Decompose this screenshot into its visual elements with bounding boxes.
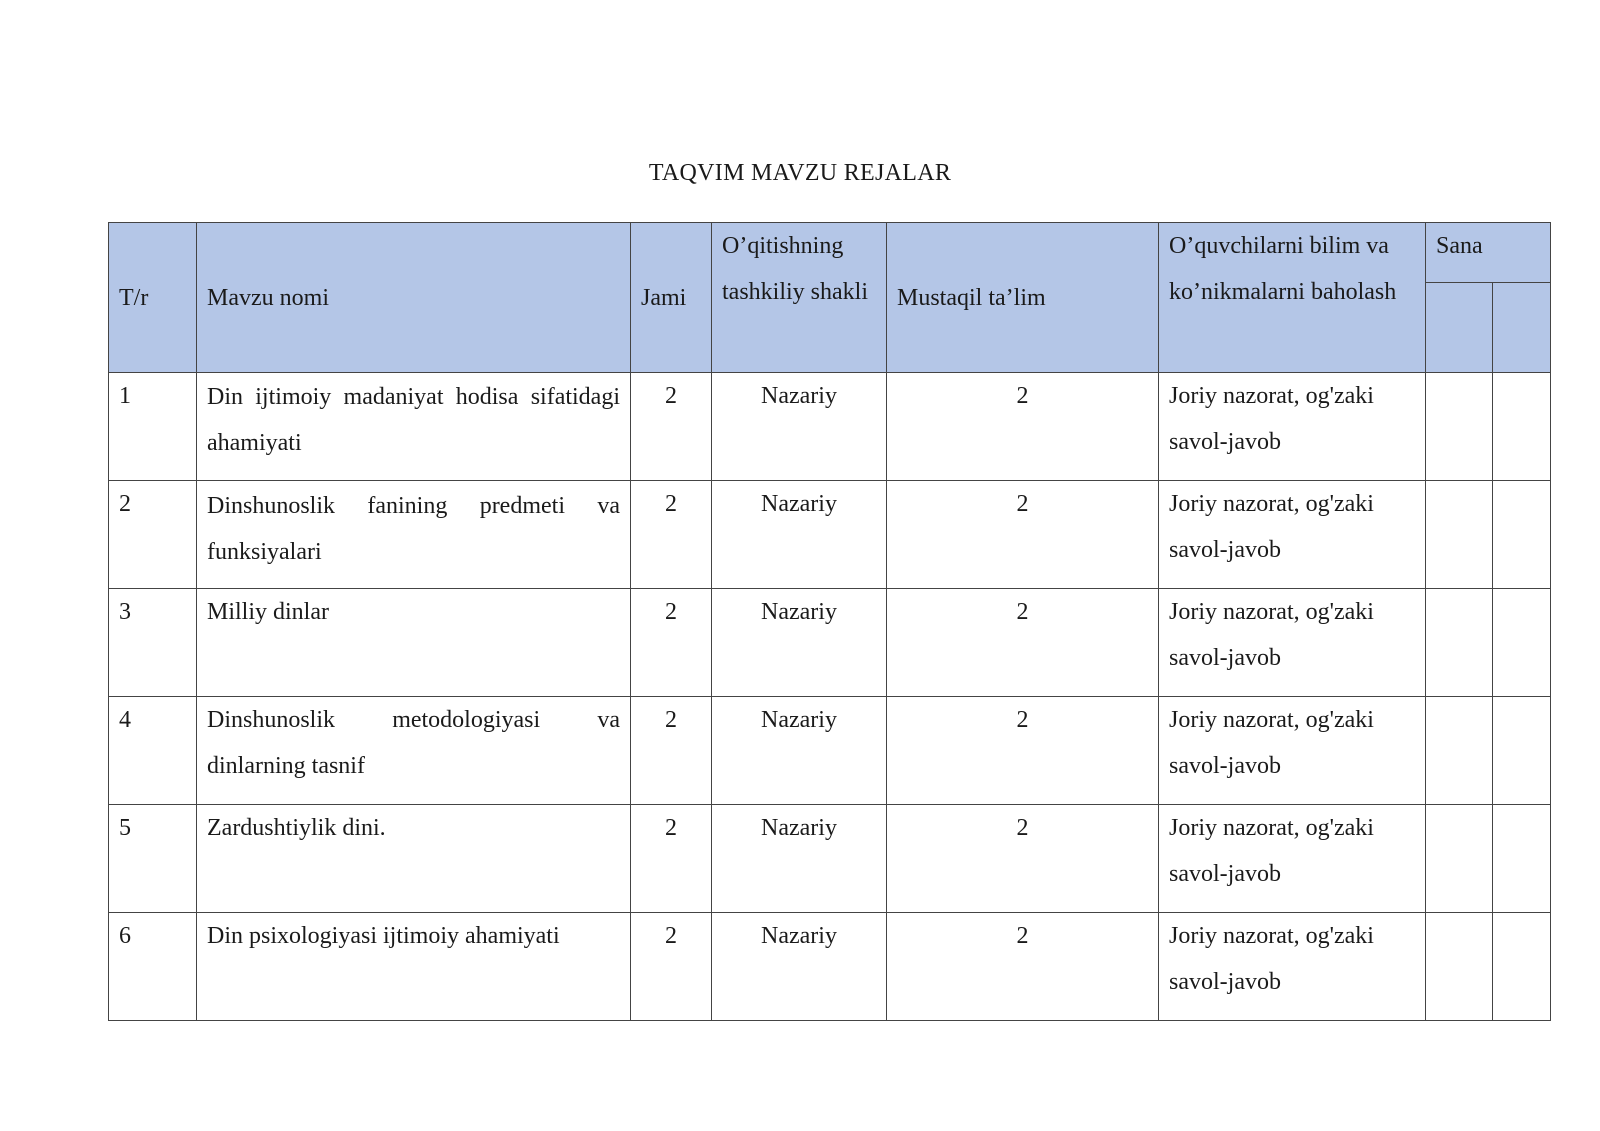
row-date-2 (1493, 481, 1551, 589)
row-topic: Din psixologiyasi ijtimoiy ahamiyati (197, 913, 631, 1021)
table-row (109, 373, 1551, 481)
header-form: O’qitishning tashkiliy shakli (712, 223, 887, 373)
row-topic: Zardushtiylik dini. (197, 805, 631, 913)
row-assessment: Joriy nazorat, og'zaki savol-javob (1159, 481, 1426, 589)
row-assessment: Joriy nazorat, og'zaki savol-javob (1159, 805, 1426, 913)
row-assessment: Joriy nazorat, og'zaki savol-javob (1159, 589, 1426, 697)
row-topic: Dinshunoslik metodologiyasi va dinlarning tasnif (197, 697, 631, 805)
row-date-2 (1493, 697, 1551, 805)
row-num: 3 (109, 589, 197, 697)
row-form: Nazariy (712, 481, 887, 589)
table-row (109, 697, 1551, 805)
row-independent: 2 (887, 589, 1159, 697)
row-assessment: Joriy nazorat, og'zaki savol-javob (1159, 697, 1426, 805)
row-total: 2 (631, 913, 712, 1021)
header-topic: Mavzu nomi (197, 223, 631, 373)
header-total: Jami (631, 223, 712, 373)
row-total: 2 (631, 805, 712, 913)
table-row (109, 913, 1551, 1021)
page-title: TAQVIM MAVZU REJALAR (648, 160, 952, 186)
row-form: Nazariy (712, 589, 887, 697)
header-date-sub-1 (1426, 283, 1493, 373)
row-date-2 (1493, 373, 1551, 481)
row-total: 2 (631, 589, 712, 697)
row-independent: 2 (887, 697, 1159, 805)
row-date-1 (1426, 589, 1493, 697)
header-num: T/r (109, 223, 197, 373)
row-date-2 (1493, 805, 1551, 913)
header-date-sub-2 (1493, 283, 1551, 373)
row-independent: 2 (887, 373, 1159, 481)
row-topic: Din ijtimoiy madaniyat hodisa sifatidagi ahamiyati (197, 373, 631, 481)
row-num: 2 (109, 481, 197, 589)
row-assessment: Joriy nazorat, og'zaki savol-javob (1159, 373, 1426, 481)
header-row (109, 223, 1551, 283)
row-total: 2 (631, 481, 712, 589)
row-date-1 (1426, 481, 1493, 589)
row-assessment: Joriy nazorat, og'zaki savol-javob (1159, 913, 1426, 1021)
row-num: 5 (109, 805, 197, 913)
row-form: Nazariy (712, 805, 887, 913)
row-date-2 (1493, 589, 1551, 697)
header-date: Sana (1426, 223, 1551, 283)
row-date-2 (1493, 913, 1551, 1021)
row-independent: 2 (887, 481, 1159, 589)
row-date-1 (1426, 697, 1493, 805)
table-row (109, 481, 1551, 589)
row-form: Nazariy (712, 697, 887, 805)
row-independent: 2 (887, 805, 1159, 913)
header-assessment: O’quvchilarni bilim va ko’nikmalarni baholash (1159, 223, 1426, 373)
row-total: 2 (631, 697, 712, 805)
table-row (109, 805, 1551, 913)
row-independent: 2 (887, 913, 1159, 1021)
row-date-1 (1426, 805, 1493, 913)
row-total: 2 (631, 373, 712, 481)
row-num: 1 (109, 373, 197, 481)
row-form: Nazariy (712, 373, 887, 481)
header-independent: Mustaqil ta’lim (887, 223, 1159, 373)
row-date-1 (1426, 913, 1493, 1021)
row-topic: Milliy dinlar (197, 589, 631, 697)
table-row (109, 589, 1551, 697)
row-topic: Dinshunoslik fanining predmeti va funksiyalari (197, 481, 631, 589)
row-form: Nazariy (712, 913, 887, 1021)
row-date-1 (1426, 373, 1493, 481)
calendar-plan-table (108, 222, 1551, 1021)
row-num: 4 (109, 697, 197, 805)
row-num: 6 (109, 913, 197, 1021)
